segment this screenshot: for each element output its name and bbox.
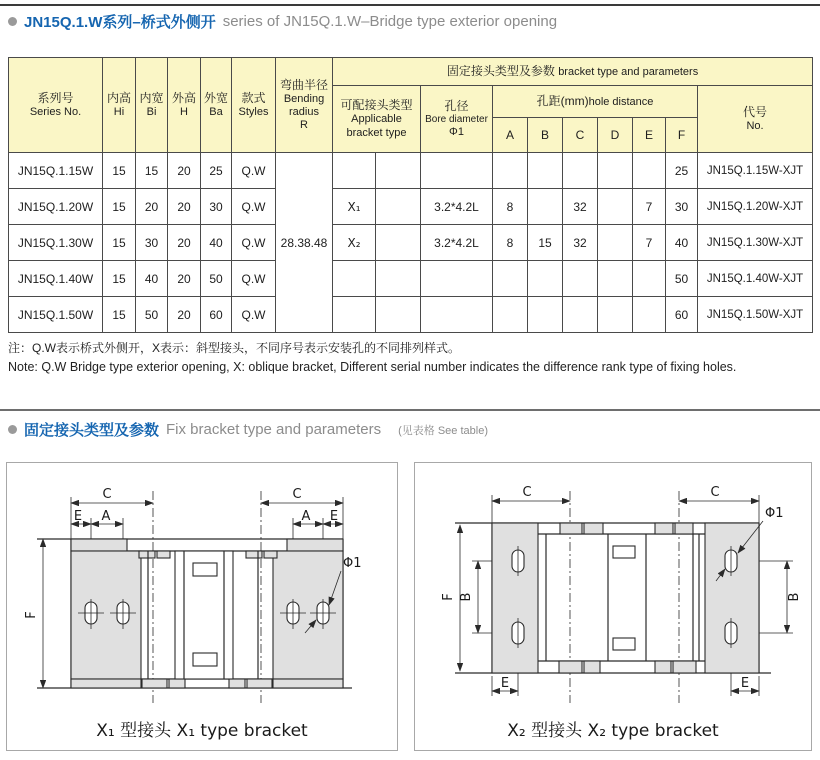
cell-E xyxy=(633,261,666,297)
cell-C: 32 xyxy=(563,225,598,261)
cell-series: JN15Q.1.40W xyxy=(9,261,103,297)
bullet-icon xyxy=(8,17,17,26)
x1-diagram-panel xyxy=(6,462,398,751)
col-header-F: F xyxy=(666,118,698,153)
section1-title-en: series of JN15Q.1.W–Bridge type exterior opening xyxy=(222,13,558,30)
cell-D xyxy=(598,297,633,333)
left-bracket-plate xyxy=(492,523,538,673)
cell-bracket-2 xyxy=(376,297,421,333)
cell-A xyxy=(493,261,528,297)
cell-D xyxy=(598,225,633,261)
cell-bending-radius: 28.38.48 xyxy=(276,153,333,333)
col-header-applicable: 可配接头类型 Applicable bracket type xyxy=(333,86,421,153)
cell-bracket-2 xyxy=(376,261,421,297)
dim-label-c-left: C xyxy=(102,487,112,502)
cell-series: JN15Q.1.15W xyxy=(9,153,103,189)
cell-hi: 15 xyxy=(103,153,136,189)
section2-header xyxy=(8,419,488,440)
cell-bracket xyxy=(333,261,376,297)
cell-B: 15 xyxy=(528,225,563,261)
cell-style: Q.W xyxy=(232,225,276,261)
cell-hi: 15 xyxy=(103,225,136,261)
cell-B xyxy=(528,261,563,297)
dim-label-f: F xyxy=(24,611,39,619)
note-en: Note: Q.W Bridge type exterior opening, X: oblique bracket, Different serial number indicates the difference rank type of fixing holes. xyxy=(8,360,737,374)
col-header-D: D xyxy=(598,118,633,153)
cell-h: 20 xyxy=(168,189,201,225)
cell-bi: 30 xyxy=(136,225,168,261)
col-header-code: 代号 No. xyxy=(698,86,813,153)
right-bracket-plate xyxy=(273,551,343,679)
cell-A xyxy=(493,153,528,189)
cell-bore: 3.2*4.2L xyxy=(421,225,493,261)
cell-ba: 40 xyxy=(201,225,232,261)
section2-title-zh: 固定接头类型及参数 xyxy=(24,422,160,439)
table-row xyxy=(9,153,813,189)
cell-bracket: X₂ xyxy=(333,225,376,261)
bullet-icon xyxy=(8,425,17,434)
col-header-C: C xyxy=(563,118,598,153)
col-header-radius: 弯曲半径 Bending radius R xyxy=(276,58,333,153)
table-row xyxy=(9,297,813,333)
cell-A xyxy=(493,297,528,333)
x1-caption: X₁ 型接头 X₁ type bracket xyxy=(96,721,308,741)
cell-F: 25 xyxy=(666,153,698,189)
col-header-bore: 孔径 Bore diameter Φ1 xyxy=(421,86,493,153)
col-header-ba: 外宽 Ba xyxy=(201,58,232,153)
left-bracket-plate xyxy=(71,551,141,679)
cell-bore xyxy=(421,297,493,333)
note-zh: 注：Q.W表示桥式外侧开，X表示：斜型接头，不同序号表示安装孔的不同排列样式。 xyxy=(8,341,461,355)
link-slot xyxy=(193,653,217,666)
cell-bi: 40 xyxy=(136,261,168,297)
cell-B xyxy=(528,189,563,225)
cell-bracket-2 xyxy=(376,225,421,261)
cell-series: JN15Q.1.50W xyxy=(9,297,103,333)
dim-label-phi: Φ1 xyxy=(343,556,362,571)
cell-hi: 15 xyxy=(103,297,136,333)
header-row-1 xyxy=(9,58,813,86)
top-strip-right xyxy=(287,539,343,551)
cell-A: 8 xyxy=(493,225,528,261)
dim-label-e-left: E xyxy=(500,676,510,691)
group-header-hole-distance: 孔距(mm)hole distance xyxy=(493,86,698,118)
dim-label-a-right: A xyxy=(301,509,311,524)
col-header-bi: 内宽 Bi xyxy=(136,58,168,153)
cell-ba: 25 xyxy=(201,153,232,189)
cell-E xyxy=(633,153,666,189)
cell-D xyxy=(598,153,633,189)
dim-label-c-right: C xyxy=(292,487,302,502)
x2-diagram-panel xyxy=(414,462,812,751)
table-row xyxy=(9,225,813,261)
dim-label-b-right: B xyxy=(787,592,802,602)
cell-h: 20 xyxy=(168,153,201,189)
cell-hi: 15 xyxy=(103,189,136,225)
col-header-hi: 内高 Hi xyxy=(103,58,136,153)
cell-D xyxy=(598,189,633,225)
cell-E xyxy=(633,297,666,333)
cell-E: 7 xyxy=(633,189,666,225)
cell-E: 7 xyxy=(633,225,666,261)
cell-bore: 3.2*4.2L xyxy=(421,189,493,225)
cell-style: Q.W xyxy=(232,261,276,297)
cell-ba: 50 xyxy=(201,261,232,297)
section2-hint: (见表格 See table) xyxy=(398,424,488,437)
cell-bracket xyxy=(333,297,376,333)
spec-table xyxy=(8,57,813,333)
cell-hi: 15 xyxy=(103,261,136,297)
dim-label-a-left: A xyxy=(101,509,111,524)
cell-bi: 15 xyxy=(136,153,168,189)
cell-F: 60 xyxy=(666,297,698,333)
dim-label-c-left: C xyxy=(522,485,532,500)
cell-code: JN15Q.1.30W-XJT xyxy=(698,225,813,261)
cell-A: 8 xyxy=(493,189,528,225)
cell-C xyxy=(563,153,598,189)
x2-caption: X₂ 型接头 X₂ type bracket xyxy=(507,721,719,741)
dim-label-f: F xyxy=(441,593,456,601)
col-header-styles: 款式 Styles xyxy=(232,58,276,153)
cell-code: JN15Q.1.15W-XJT xyxy=(698,153,813,189)
dim-label-b-left: B xyxy=(459,592,474,602)
dim-label-e-left: E xyxy=(73,509,83,524)
cell-D xyxy=(598,261,633,297)
section2-title-en: Fix bracket type and parameters xyxy=(166,421,382,438)
cell-series: JN15Q.1.20W xyxy=(9,189,103,225)
cell-bi: 20 xyxy=(136,189,168,225)
col-header-B: B xyxy=(528,118,563,153)
cell-ba: 60 xyxy=(201,297,232,333)
cell-h: 20 xyxy=(168,261,201,297)
dim-label-e-right: E xyxy=(329,509,339,524)
cell-bore xyxy=(421,153,493,189)
cell-F: 50 xyxy=(666,261,698,297)
cell-B xyxy=(528,297,563,333)
cell-bi: 50 xyxy=(136,297,168,333)
dim-label-phi: Φ1 xyxy=(765,506,784,521)
table-row xyxy=(9,261,813,297)
cell-style: Q.W xyxy=(232,153,276,189)
col-header-E: E xyxy=(633,118,666,153)
cell-h: 20 xyxy=(168,297,201,333)
cell-F: 40 xyxy=(666,225,698,261)
right-bracket-plate xyxy=(705,523,759,673)
table-row xyxy=(9,189,813,225)
cell-code: JN15Q.1.50W-XJT xyxy=(698,297,813,333)
section1-title-zh: JN15Q.1.W系列–桥式外侧开 xyxy=(24,14,216,31)
top-strip-left xyxy=(71,539,127,551)
cell-bracket xyxy=(333,153,376,189)
cell-style: Q.W xyxy=(232,189,276,225)
cell-bracket-2 xyxy=(376,189,421,225)
cell-ba: 30 xyxy=(201,189,232,225)
section1-header xyxy=(8,11,557,32)
cell-bore xyxy=(421,261,493,297)
cell-bracket: X₁ xyxy=(333,189,376,225)
x1-bracket-diagram xyxy=(7,463,397,715)
cell-F: 30 xyxy=(666,189,698,225)
section-divider xyxy=(0,409,820,411)
cell-code: JN15Q.1.20W-XJT xyxy=(698,189,813,225)
cell-C xyxy=(563,261,598,297)
cell-bracket-2 xyxy=(376,153,421,189)
cell-style: Q.W xyxy=(232,297,276,333)
top-rule xyxy=(0,4,820,6)
col-header-A: A xyxy=(493,118,528,153)
dim-label-e-right: E xyxy=(740,676,750,691)
dim-label-c-right: C xyxy=(710,485,720,500)
col-header-series: 系列号 Series No. xyxy=(9,58,103,153)
group-header-bracket: 固定接头类型及参数 bracket type and parameters xyxy=(333,58,813,86)
link-slot xyxy=(613,546,635,558)
cell-C: 32 xyxy=(563,189,598,225)
cell-code: JN15Q.1.40W-XJT xyxy=(698,261,813,297)
cell-B xyxy=(528,153,563,189)
cell-series: JN15Q.1.30W xyxy=(9,225,103,261)
cell-C xyxy=(563,297,598,333)
link-slot xyxy=(193,563,217,576)
link-slot xyxy=(613,638,635,650)
x2-bracket-diagram xyxy=(415,463,811,715)
cell-h: 20 xyxy=(168,225,201,261)
col-header-h: 外高 H xyxy=(168,58,201,153)
